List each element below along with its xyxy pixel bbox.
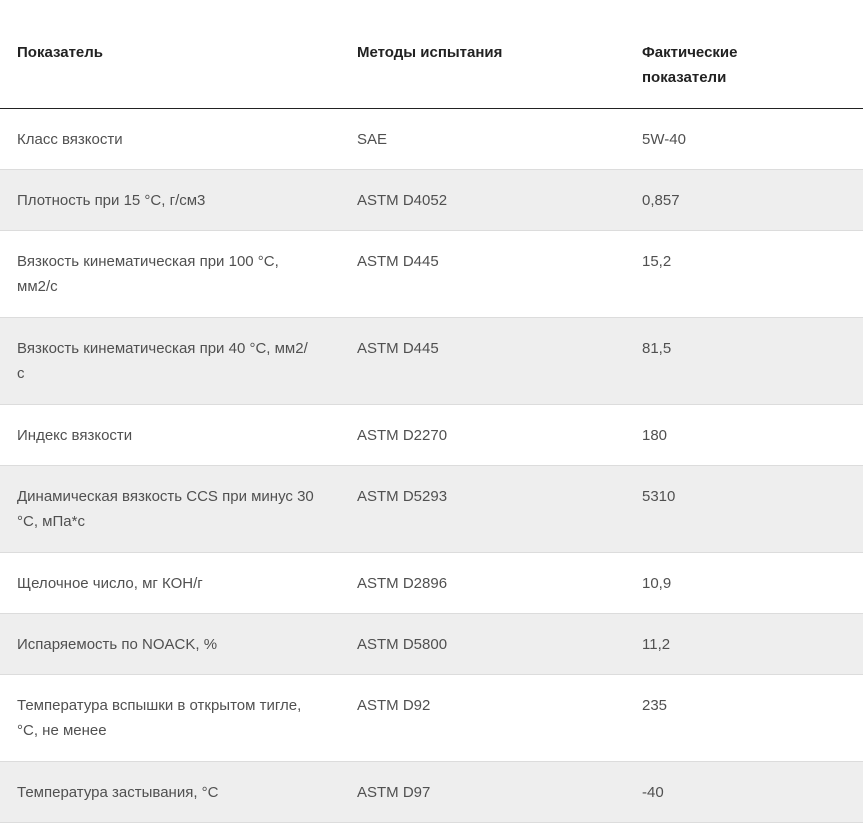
cell-method xyxy=(357,675,642,762)
parameter-text: Класс вязкости xyxy=(17,131,123,148)
parameter-text-line2: °С, мПа*с xyxy=(17,513,85,530)
cell-parameter xyxy=(0,318,357,405)
table-row xyxy=(0,466,863,553)
value-text: 235 xyxy=(642,697,668,714)
cell-value xyxy=(642,614,863,675)
cell-value xyxy=(642,231,863,318)
cell-value xyxy=(642,170,863,231)
cell-method xyxy=(357,762,642,823)
cell-value xyxy=(642,405,863,466)
cell-parameter xyxy=(0,614,357,675)
parameter-text-line1: Температура вспышки в открытом тигле, xyxy=(17,697,302,714)
method-text: ASTM D2896 xyxy=(357,575,448,592)
table-row xyxy=(0,318,863,405)
value-text: 180 xyxy=(642,427,668,444)
method-text: ASTM D445 xyxy=(357,253,439,270)
parameter-text-line1: Вязкость кинематическая при 40 °С, мм2/ xyxy=(17,340,308,357)
cell-parameter xyxy=(0,762,357,823)
header-actual xyxy=(642,0,863,109)
header-method-label: Методы испытания xyxy=(357,44,503,61)
method-text: ASTM D5800 xyxy=(357,636,448,653)
cell-parameter xyxy=(0,109,357,170)
table-row xyxy=(0,614,863,675)
method-text: ASTM D97 xyxy=(357,784,431,801)
table-row xyxy=(0,109,863,170)
table-row xyxy=(0,170,863,231)
cell-parameter xyxy=(0,231,357,318)
method-text: SAE xyxy=(357,131,388,148)
table-body xyxy=(0,109,863,823)
table-row xyxy=(0,553,863,614)
cell-parameter xyxy=(0,553,357,614)
table-row xyxy=(0,675,863,762)
table-header xyxy=(0,0,863,109)
header-method xyxy=(357,0,642,109)
parameter-text-line2: с xyxy=(17,365,25,382)
value-text: -40 xyxy=(642,784,664,801)
method-text: ASTM D92 xyxy=(357,697,431,714)
value-text: 10,9 xyxy=(642,575,672,592)
header-parameter xyxy=(0,0,357,109)
value-text: 81,5 xyxy=(642,340,672,357)
header-actual-label-line2: показатели xyxy=(642,69,727,86)
cell-method xyxy=(357,614,642,675)
method-text: ASTM D445 xyxy=(357,340,439,357)
cell-method xyxy=(357,170,642,231)
cell-parameter xyxy=(0,405,357,466)
parameter-text: Испаряемость по NOACK, % xyxy=(17,636,218,653)
cell-value xyxy=(642,109,863,170)
value-text: 0,857 xyxy=(642,192,680,209)
table-row xyxy=(0,405,863,466)
cell-method xyxy=(357,109,642,170)
value-text: 5W-40 xyxy=(642,131,686,148)
value-text: 15,2 xyxy=(642,253,672,270)
value-text: 11,2 xyxy=(642,636,671,653)
value-text: 5310 xyxy=(642,488,676,505)
header-parameter-label: Показатель xyxy=(17,44,104,61)
cell-value xyxy=(642,553,863,614)
parameter-text-line1: Вязкость кинематическая при 100 °С, xyxy=(17,253,279,270)
method-text: ASTM D4052 xyxy=(357,192,448,209)
cell-method xyxy=(357,405,642,466)
cell-method xyxy=(357,553,642,614)
table-row xyxy=(0,762,863,823)
cell-value xyxy=(642,675,863,762)
cell-parameter xyxy=(0,466,357,553)
parameter-text: Плотность при 15 °С, г/см3 xyxy=(17,192,206,209)
cell-value xyxy=(642,318,863,405)
header-row xyxy=(0,0,863,109)
cell-parameter xyxy=(0,675,357,762)
cell-value xyxy=(642,762,863,823)
header-actual-label-line1: Фактические xyxy=(642,44,738,61)
parameter-text: Температура застывания, °С xyxy=(17,784,219,801)
method-text: ASTM D2270 xyxy=(357,427,448,444)
parameter-text-line1: Динамическая вязкость CCS при минус 30 xyxy=(17,488,314,505)
cell-parameter xyxy=(0,170,357,231)
parameter-text-line2: °С, не менее xyxy=(17,722,107,739)
cell-value xyxy=(642,466,863,553)
cell-method xyxy=(357,318,642,405)
parameter-text-line2: мм2/с xyxy=(17,278,58,295)
table-row xyxy=(0,231,863,318)
cell-method xyxy=(357,466,642,553)
cell-method xyxy=(357,231,642,318)
parameter-text: Щелочное число, мг КОН/г xyxy=(17,575,203,592)
parameter-text: Индекс вязкости xyxy=(17,427,133,444)
method-text: ASTM D5293 xyxy=(357,488,448,505)
